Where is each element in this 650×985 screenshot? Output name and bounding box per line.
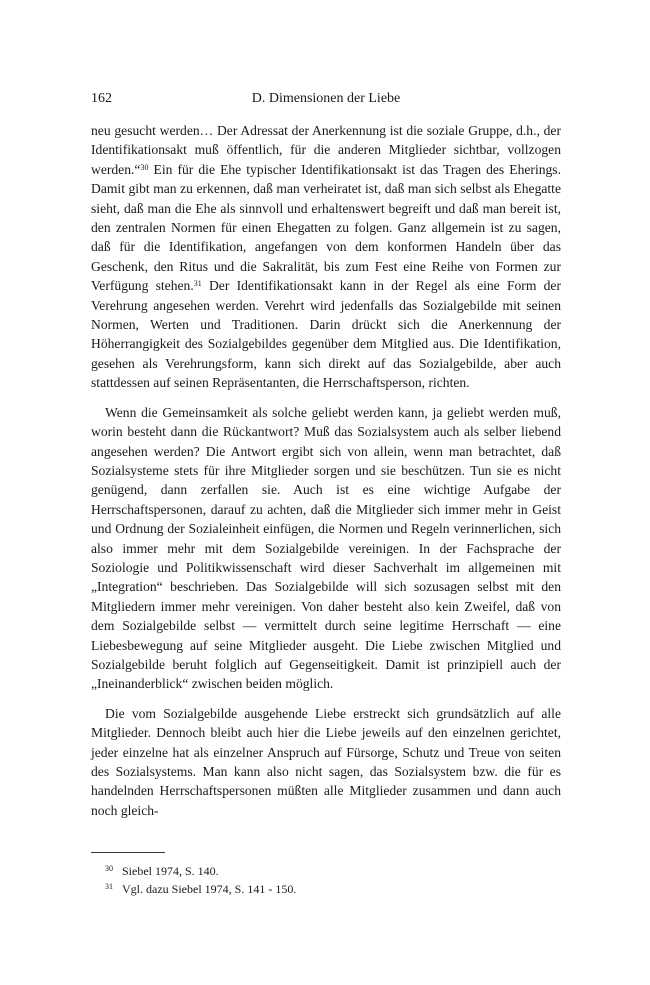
footnote-divider — [91, 852, 165, 853]
paragraph-1-part-2: Ein für die Ehe typischer Identifikationsakt ist das Tragen des Eherings. Damit gibt man zu erkennen, daß man verheiratet ist, daß man sich selbst als Ehegatte sieht, daß man die Ehe als sinnvoll und erhaltenswert begreift und daß man bereit ist, den zentralen Normen für einen Ehegatten zu folgen. Ganz allgemein ist zu sagen, daß für die Identifikation, angefangen von dem konformen Handeln über das Geschenk, den Ritus und die Sakralität, bis zum Fest eine Reihe von Formen zur Verfügung stehen. — [91, 161, 561, 294]
paragraph-1-part-1: neu gesucht werden… Der Adressat der Anerkennung ist die soziale Gruppe, d.h., der Identifikationsakt muß öffentlich, für die anderen Mitglieder sichtbar, vollzogen werden.“ — [91, 123, 561, 177]
footnotes — [105, 862, 565, 898]
page-header — [91, 91, 561, 109]
paragraph-2: Wenn die Gemeinsamkeit als solche geliebt werden kann, ja geliebt werden muß, worin besteht dann die Rückantwort? Muß das Sozialsystem auch als selber liebend angesehen werden? Die Antwort ergibt sich von allein, wenn man betrachtet, daß Sozialsysteme stets für ihre Mitglieder sorgen und sie beschützen. Tun sie es nicht genügend, dann zerfallen sie. Auch ist es eine wichtige Aufgabe der Herrschaftspersonen, darauf zu achten, daß die Mitglieder sich immer mehr in Geist und Ordnung der Sozialeinheit einfügen, die Normen und Regeln verinnerlichen, sich also immer mehr mit dem Sozialgebilde vereinigen. In der Fachsprache der Soziologie und Politikwissenschaft wird dieser Sachverhalt im allgemeinen mit „Integration“ beschrieben. Das Sozialgebilde will sich sozusagen selbst mit den Mitgliedern immer mehr vereinigen. Von daher besteht also kein Zweifel, daß von dem Sozialgebilde selbst — vermittelt durch seine legitime Herrschaft — eine Liebesbewegung auf seine Mitglieder ausgeht. Die Liebe zwischen Mitglied und Sozialgebilde beruht folglich auf Gegenseitigkeit. Damit ist prinzipiell auch der „Ineinanderblick“ zwischen beiden möglich. — [91, 404, 561, 692]
footnote-text: Vgl. dazu Siebel 1974, S. 141 - 150. — [122, 882, 297, 896]
paragraph-1-part-3: Der Identifikationsakt kann in der Regel als eine Form der Verehrung angesehen werden. Verehrt wird jedenfalls das Sozialgebilde mit seinen Normen, Werten und Traditionen. Darin drückt sich die Anerkennung der Höherrangigkeit des Sozialgebildes gegenüber dem Mitglied aus. Die Identifikation, gesehen als Verehrungsform, kann sich direkt auf das Sozialgebilde, aber auch stattdessen auf seinen Repräsentanten, die Herrschaftsperson, richten. — [91, 278, 561, 391]
paragraph-3: Die vom Sozialgebilde ausgehende Liebe erstreckt sich grundsätzlich auf alle Mitglieder. Dennoch bleibt auch hier die Liebe jeweils auf den einzelnen gerichtet, jeder einzelne hat als einzelner Anspruch auf Fürsorge, Schutz und Treue von seiten des Sozialsystems. Man kann also nicht sagen, das Sozialsystem bzw. die für es handelnden Herrschaftspersonen müßten alle Mitglieder zusammen und dann auch noch gleich- — [91, 705, 561, 818]
running-head: D. Dimensionen der Liebe — [251, 91, 401, 106]
footnote-text: Siebel 1974, S. 140. — [122, 864, 219, 878]
footnote-ref-30: 30 — [140, 162, 149, 172]
footnote-30: $^{30}$ Siebel 1974, S. 140. — [105, 864, 219, 878]
footnote-ref-31: 31 — [193, 279, 202, 289]
body-text — [91, 121, 561, 820]
footnote-31: $^{31}$ Vgl. dazu Siebel 1974, S. 141 - 150. — [105, 882, 297, 896]
paragraph-1 — [91, 121, 561, 393]
page-number: 162 — [91, 91, 112, 106]
